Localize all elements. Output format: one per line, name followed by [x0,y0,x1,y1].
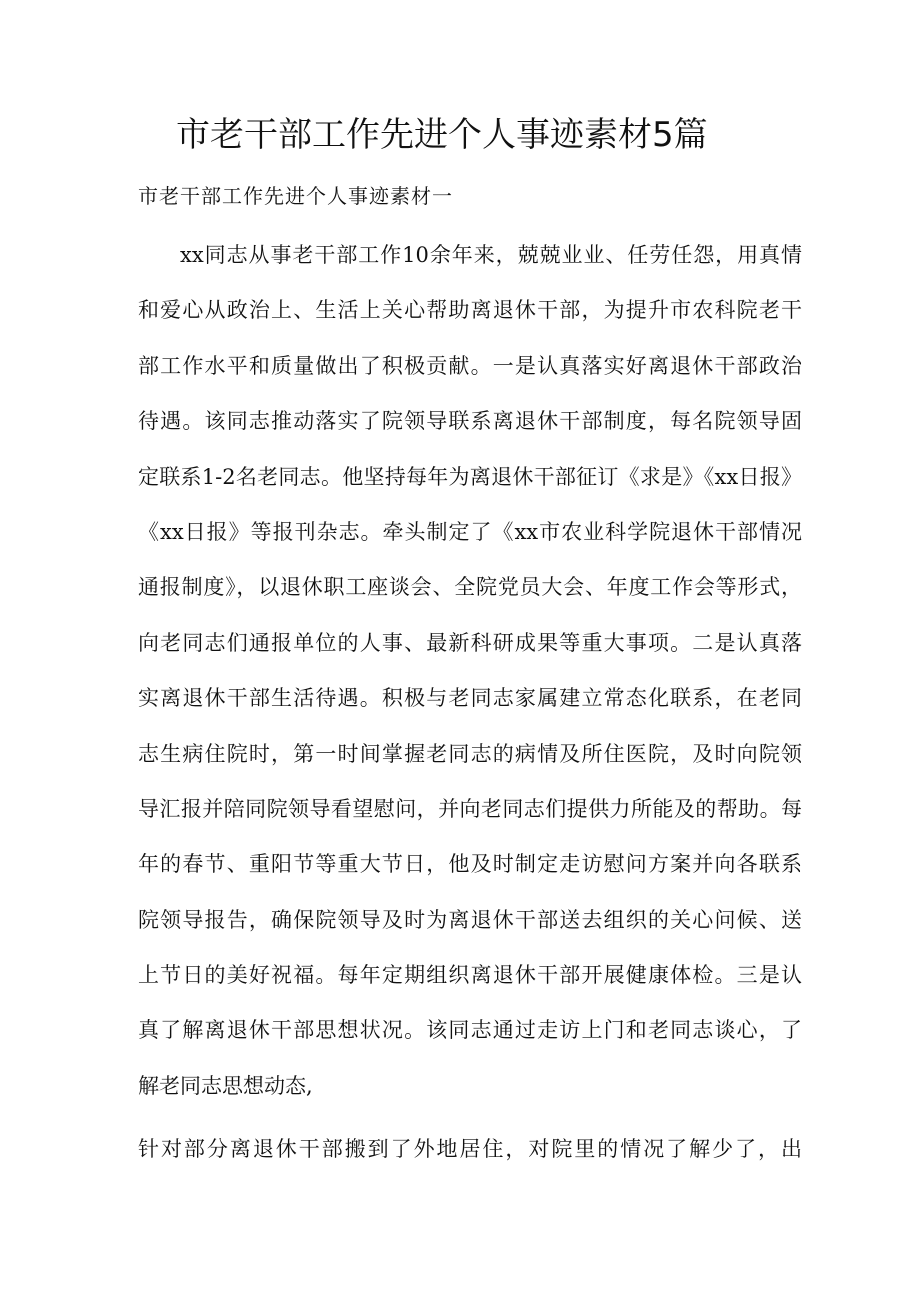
paragraph-line: 解老同志思想动态, [138,1073,313,1098]
paragraph-line: 院领导报告，确保院领导及时为离退休干部送去组织的关心问候、送 [138,907,802,932]
paragraph-line: 上节日的美好祝福。每年定期组织离退休干部开展健康体检。三是认 [138,963,802,988]
body-paragraph [138,228,802,1114]
paragraph-line: 实离退休干部生活待遇。积极与老同志家属建立常态化联系，在老同 [138,686,802,711]
paragraph-line: 部工作水平和质量做出了积极贡献。一是认真落实好离退休干部政治 [138,353,802,378]
paragraph-line: 年的春节、重阳节等重大节日，他及时制定走访慰问方案并向各联系 [138,852,802,877]
paragraph-line: 待遇。该同志推动落实了院领导联系离退休干部制度，每名院领导固 [138,409,802,434]
paragraph-line: 定联系1-2名老同志。他坚持每年为离退休干部征订《求是》《xx日报》 [138,464,802,489]
paragraph-line: 导汇报并陪同院领导看望慰问，并向老同志们提供力所能及的帮助。每 [138,796,802,821]
paragraph-line: 和爱心从政治上、生活上关心帮助离退休干部，为提升市农科院老干 [138,298,802,323]
section-heading: 市老干部工作先进个人事迹素材一 [138,184,453,208]
paragraph-line: 《xx日报》等报刊杂志。牵头制定了《xx市农业科学院退休干部情况 [138,519,802,544]
paragraph-line: 真了解离退休干部思想状况。该同志通过走访上门和老同志谈心，了 [138,1018,802,1043]
paragraph-line: 向老同志们通报单位的人事、最新科研成果等重大事项。二是认真落 [138,630,802,655]
paragraph-line: 志生病住院时，第一时间掌握老同志的病情及所住医院，及时向院领 [138,741,802,766]
trailing-paragraph-line: 针对部分离退休干部搬到了外地居住，对院里的情况了解少了，出 [138,1137,802,1161]
paragraph-line: xx同志从事老干部工作10余年来，兢兢业业、任劳任怨，用真情 [180,243,802,267]
paragraph-line: 通报制度》，以退休职工座谈会、全院党员大会、年度工作会等形式， [138,575,802,600]
document-title: 市老干部工作先进个人事迹素材5篇 [176,115,708,155]
